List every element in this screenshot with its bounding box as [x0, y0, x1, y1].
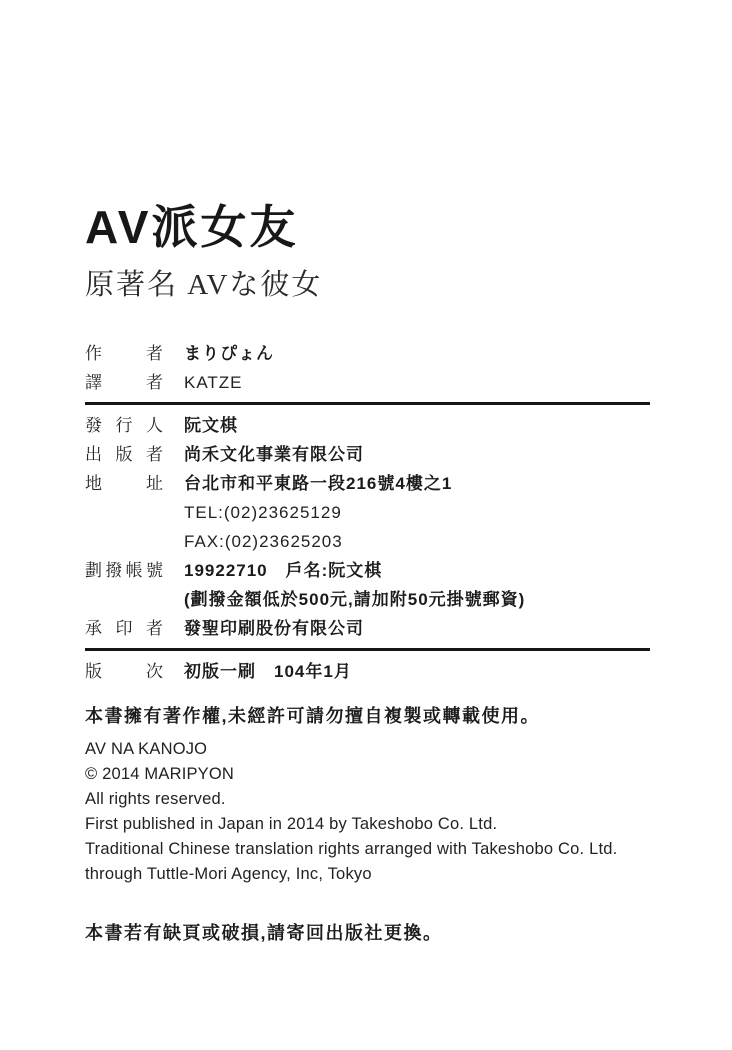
row-printer-label: 承 印 者 — [85, 618, 163, 638]
row-publisher-company-value: 尚禾文化事業有限公司 — [184, 444, 364, 464]
row-translator — [85, 368, 674, 397]
colophon-table — [85, 339, 674, 686]
row-edition-label: 版 次 — [85, 661, 163, 681]
row-address — [85, 469, 674, 498]
row-author — [85, 339, 674, 368]
row-tel — [85, 498, 674, 527]
row-postal-account-value: 19922710 戶名:阮文棋 — [184, 560, 383, 580]
row-edition-value: 初版一刷 104年1月 — [184, 661, 352, 681]
row-address-value: 台北市和平東路一段216號4樓之1 — [184, 473, 453, 493]
row-publisher-person-value: 阮文棋 — [184, 415, 238, 435]
row-address-label: 地 址 — [85, 473, 163, 493]
row-publisher-company-label: 出 版 者 — [85, 444, 163, 464]
row-postal-account — [85, 556, 674, 585]
row-translator-label: 譯 者 — [85, 372, 163, 392]
footer-return-notice: 本書若有缺頁或破損,請寄回出版社更換。 — [85, 922, 443, 943]
row-edition — [85, 657, 674, 686]
row-author-label: 作 者 — [85, 343, 163, 363]
copyright-line-rights-reserved: All rights reserved. — [85, 789, 226, 808]
row-translator-value: KATZE — [184, 372, 243, 392]
book-title: AV派女友 — [85, 201, 299, 253]
copyright-line-first-published: First published in Japan in 2014 by Takeshobo Co. Ltd. — [85, 814, 498, 833]
section-divider-bottom — [85, 648, 650, 651]
row-tel-value: TEL:(02)23625129 — [184, 502, 342, 522]
row-fax — [85, 527, 674, 556]
copyright-section — [85, 702, 674, 887]
row-publisher-person — [85, 411, 674, 440]
row-postal-note-value: (劃撥金額低於500元,請加附50元掛號郵資) — [184, 589, 526, 609]
row-postal-note — [85, 585, 674, 614]
row-publisher-person-label: 發 行 人 — [85, 415, 163, 435]
row-publisher-company — [85, 440, 674, 469]
row-printer-value: 發聖印刷股份有限公司 — [184, 618, 364, 638]
row-printer — [85, 614, 674, 643]
copyright-line-year-holder: © 2014 MARIPYON — [85, 764, 235, 783]
copyright-line-agency: through Tuttle-Mori Agency, Inc, Tokyo — [85, 864, 372, 883]
book-original-title: 原著名 AVな彼女 — [85, 268, 323, 301]
book-header — [85, 202, 674, 303]
copyright-notice-cjk: 本書擁有著作權,未經許可請勿擅自複製或轉載使用。 — [85, 705, 540, 726]
row-postal-account-label: 劃 撥 帳 號 — [85, 560, 163, 580]
row-author-value: まりぴょん — [184, 343, 274, 363]
copyright-line-romaji-title: AV NA KANOJO — [85, 739, 208, 758]
section-divider-top — [85, 402, 650, 405]
row-fax-value: FAX:(02)23625203 — [184, 531, 343, 551]
copyright-line-translation-rights: Traditional Chinese translation rights arranged with Takeshobo Co. Ltd. — [85, 839, 618, 858]
